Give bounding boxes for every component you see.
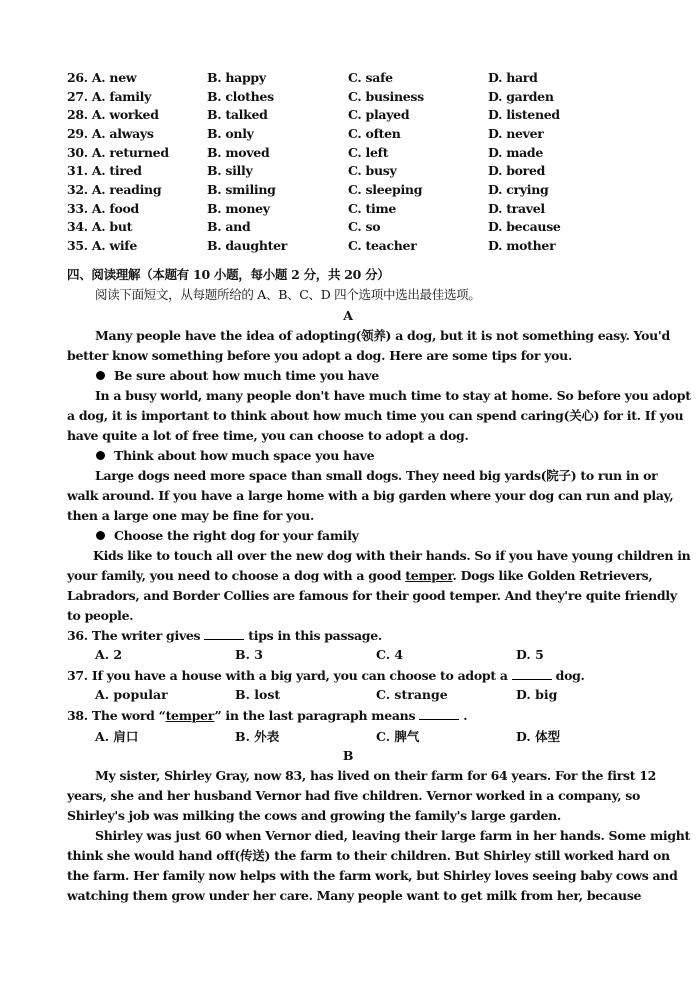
section-instruction: 阅读下面短文，从每题所给的 A、B、C、D 四个选项中选出最佳选项。: [95, 287, 481, 302]
option-c: C. left: [348, 145, 389, 160]
underlined-word: temper: [165, 708, 215, 723]
passage-line: better know something before you adopt a dog. Here are some tips for you.: [67, 348, 573, 363]
question-38: [67, 707, 627, 725]
question-36-options: [95, 647, 655, 665]
passage-line: to people.: [67, 608, 134, 623]
option-a: 30. A. returned: [67, 145, 169, 160]
option-b: B. daughter: [207, 238, 288, 253]
option-b: B. clothes: [207, 89, 274, 104]
option-a: A. popular: [95, 687, 168, 702]
option-row-34: [67, 219, 667, 237]
option-c: C. played: [348, 107, 410, 122]
question-text: ” in the last paragraph means: [214, 708, 416, 723]
option-d: D. crying: [488, 182, 549, 197]
option-row-32: [67, 182, 667, 200]
option-row-35: [67, 238, 667, 256]
option-d: D. big: [516, 687, 558, 702]
passage-line: think she would hand off(传送) the farm to their children. But Shirley still worked hard on: [67, 848, 670, 863]
option-a: 29. A. always: [67, 126, 154, 141]
option-b: B. 3: [235, 647, 263, 662]
option-row-29: [67, 126, 667, 144]
option-d: D. because: [488, 219, 561, 234]
option-c: C. 4: [376, 647, 404, 662]
passage-line: Shirley was just 60 when Vernor died, leaving their large farm in her hands. Some might: [95, 828, 691, 843]
option-row-33: [67, 201, 667, 219]
tip-heading: [96, 447, 656, 465]
option-a: A. 肩口: [95, 729, 139, 744]
passage-line: [67, 567, 653, 585]
option-row-26: [67, 70, 667, 88]
underlined-word: temper: [405, 568, 453, 583]
option-a: 32. A. reading: [67, 182, 162, 197]
option-a: 28. A. worked: [67, 107, 159, 122]
passage-line: watching them grow under her care. Many people want to get milk from her, because: [67, 888, 642, 903]
question-text: tips in this passage.: [248, 628, 382, 643]
question-text: 37. If you have a house with a big yard, you can choose to adopt a: [67, 668, 508, 683]
option-b: B. and: [207, 219, 251, 234]
option-a: 33. A. food: [67, 201, 139, 216]
passage-line: Large dogs need more space than small dogs. They need big yards(院子) to run in or: [95, 468, 658, 483]
option-b: B. smiling: [207, 182, 276, 197]
option-d: D. travel: [488, 201, 545, 216]
tip-text: Think about how much space you have: [114, 448, 375, 463]
bullet-icon: [96, 531, 105, 540]
option-row-30: [67, 145, 667, 163]
option-d: D. hard: [488, 70, 538, 85]
option-row-28: [67, 107, 667, 125]
question-text: dog.: [555, 668, 585, 683]
option-a: 27. A. family: [67, 89, 152, 104]
question-text: 36. The writer gives: [67, 628, 201, 643]
option-d: D. mother: [488, 238, 556, 253]
passage-line: Many people have the idea of adopting(领养) a dog, but it is not something easy. You'd: [95, 328, 670, 343]
passage-line: In a busy world, many people don't have much time to stay at home. So before you adopt: [95, 388, 691, 403]
option-row-27: [67, 89, 667, 107]
answer-blank: [419, 709, 459, 720]
option-b: B. lost: [235, 687, 281, 702]
option-c: C. safe: [348, 70, 393, 85]
bullet-icon: [96, 451, 105, 460]
passage-line: then a large one may be fine for you.: [67, 508, 315, 523]
option-d: D. bored: [488, 163, 546, 178]
passage-line: My sister, Shirley Gray, now 83, has lived on their farm for 64 years. For the first 12: [95, 768, 657, 783]
passage-line: Kids like to touch all over the new dog with their hands. So if you have young children in: [93, 548, 691, 563]
option-b: B. happy: [207, 70, 266, 85]
option-b: B. talked: [207, 107, 268, 122]
option-d: D. 体型: [516, 729, 561, 744]
text-span: your family, you need to choose a dog with a good: [67, 568, 406, 583]
option-c: C. often: [348, 126, 401, 141]
text-span: . Dogs like Golden Retrievers,: [452, 568, 653, 583]
option-b: B. only: [207, 126, 254, 141]
passage-b-label: B: [342, 748, 354, 763]
question-text: .: [463, 708, 468, 723]
passage-a-label: A: [343, 308, 353, 323]
option-a: 34. A. but: [67, 219, 133, 234]
tip-text: Be sure about how much time you have: [114, 368, 379, 383]
passage-line: have quite a lot of free time, you can choose to adopt a dog.: [67, 428, 469, 443]
option-c: C. time: [348, 201, 397, 216]
option-c: C. so: [348, 219, 381, 234]
passage-line: Labradors, and Border Collies are famous for their good temper. And they're quite friendly: [67, 588, 677, 603]
option-d: D. never: [488, 126, 544, 141]
tip-heading: [96, 527, 656, 545]
option-a: 31. A. tired: [67, 163, 142, 178]
option-b: B. 外表: [235, 729, 280, 744]
tip-text: Choose the right dog for your family: [114, 528, 359, 543]
option-d: D. listened: [488, 107, 560, 122]
option-row-31: [67, 163, 667, 181]
question-37-options: [95, 687, 655, 705]
option-a: 35. A. wife: [67, 238, 138, 253]
question-text: 38. The word “: [67, 708, 166, 723]
passage-line: walk around. If you have a large home with a big garden where your dog can run and play,: [67, 488, 674, 503]
option-c: C. 脾气: [376, 729, 420, 744]
passage-line: the farm. Her family now helps with the farm work, but Shirley loves seeing baby cows and: [67, 868, 678, 883]
answer-blank: [512, 669, 552, 680]
passage-line: a dog, it is important to think about how much time you can spend caring(关心) for it. If you: [67, 408, 684, 423]
option-c: C. business: [348, 89, 424, 104]
option-c: C. strange: [376, 687, 448, 702]
option-b: B. money: [207, 201, 270, 216]
passage-line: Shirley's job was milking the cows and growing the family's large garden.: [67, 808, 562, 823]
option-a: A. 2: [95, 647, 123, 662]
question-37: [67, 667, 627, 685]
section-heading: 四、阅读理解（本题有 10 小题，每小题 2 分，共 20 分）: [67, 267, 390, 282]
option-c: C. busy: [348, 163, 397, 178]
option-a: 26. A. new: [67, 70, 137, 85]
question-38-options: [95, 727, 655, 745]
question-36: [67, 627, 627, 645]
option-d: D. made: [488, 145, 544, 160]
option-b: B. moved: [207, 145, 270, 160]
answer-blank: [204, 629, 244, 640]
option-d: D. garden: [488, 89, 554, 104]
bullet-icon: [96, 371, 105, 380]
option-d: D. 5: [516, 647, 544, 662]
tip-heading: [96, 367, 656, 385]
option-c: C. teacher: [348, 238, 417, 253]
option-b: B. silly: [207, 163, 253, 178]
passage-line: years, she and her husband Vernor had five children. Vernor worked in a company, so: [67, 788, 641, 803]
option-c: C. sleeping: [348, 182, 423, 197]
